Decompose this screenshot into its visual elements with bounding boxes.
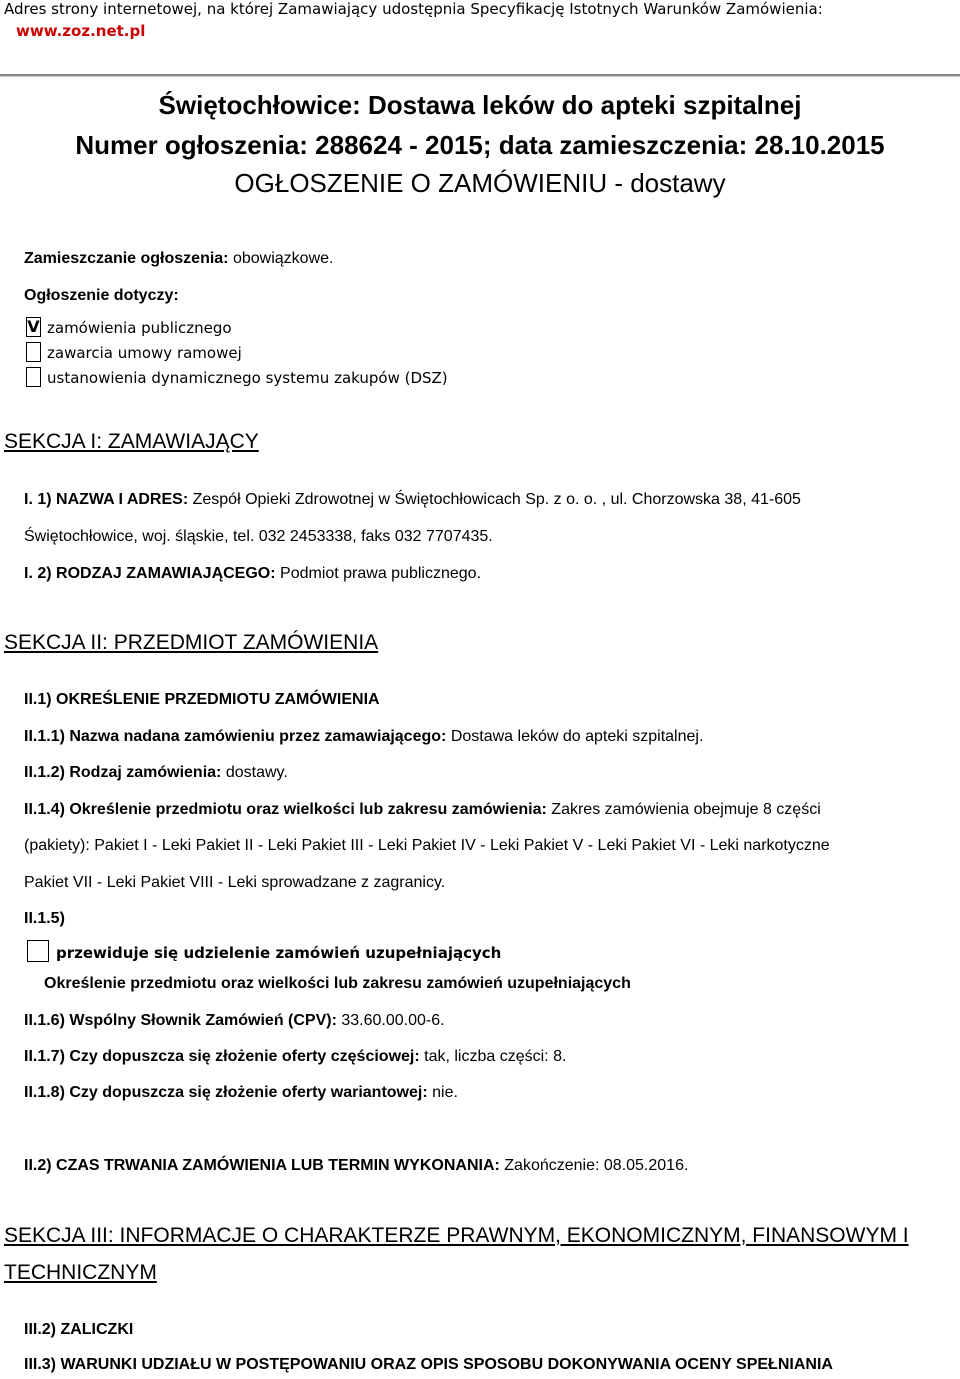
siwz-address-note: Adres strony internetowej, na której Zamawiający udostępnia Specyfikację Istotnych Warunków Zamówienia: [4, 0, 823, 18]
supplementary-orders-checkbox [27, 940, 49, 962]
contracting-authority-address-cont: Świętochłowice, woj. śląskie, tel. 032 2453338, faks 032 7707435. [24, 528, 493, 545]
order-scope-cont-2: Pakiet VII - Leki Pakiet VIII - Leki sprowadzane z zagranicy. [24, 874, 446, 891]
option-label-dsz: ustanowienia dynamicznego systemu zakupów (DSZ) [47, 369, 448, 387]
ii1-heading: II.1) OKREŚLENIE PRZEDMIOTU ZAMÓWIENIA [24, 691, 380, 708]
order-name: II.1.1) Nazwa nadana zamówieniu przez zamawiającego: Dostawa leków do apteki szpitalnej. [24, 728, 704, 745]
participation-conditions-heading: III.3) WARUNKI UDZIAŁU W POSTĘPOWANIU ORAZ OPIS SPOSOBU DOKONYWANIA OCENY SPEŁNIANIA [24, 1356, 833, 1373]
ii15-label: II.1.5) [24, 910, 65, 927]
order-kind: II.1.2) Rodzaj zamówienia: dostawy. [24, 764, 288, 781]
page-title: Świętochłowice: Dostawa leków do apteki szpitalnej [158, 90, 802, 120]
announcement-number: Numer ogłoszenia: 288624 - 2015; data zamieszczenia: 28.10.2015 [75, 130, 885, 160]
announcement-type: OGŁOSZENIE O ZAMÓWIENIU - dostawy [234, 168, 726, 198]
section-1-heading: SEKCJA I: ZAMAWIAJĄCY [4, 430, 259, 453]
order-scope-cont-1: (pakiety): Pakiet I - Leki Pakiet II - Leki Pakiet III - Leki Pakiet IV - Leki Pakiet V - Leki Pakiet VI - Leki narkotyczne [24, 837, 830, 854]
option-checkbox-framework [26, 342, 41, 362]
order-scope: II.1.4) Określenie przedmiotu oraz wielkości lub zakresu zamówienia: Zakres zamówienia obejmuje 8 części [24, 801, 821, 818]
option-checkbox-public-order: V [27, 317, 40, 336]
option-checkbox-dsz [26, 367, 41, 387]
section-3-heading-cont: TECHNICZNYM [4, 1261, 157, 1284]
supplementary-orders-scope: Określenie przedmiotu oraz wielkości lub zakresu zamówień uzupełniających [44, 975, 631, 992]
variant-offer: II.1.8) Czy dopuszcza się złożenie oferty wariantowej: nie. [24, 1084, 458, 1101]
header-divider [0, 74, 960, 77]
advances-heading: III.2) ZALICZKI [24, 1321, 134, 1338]
contracting-authority-address: I. 1) NAZWA I ADRES: Zespół Opieki Zdrowotnej w Świętochłowicach Sp. z o. o. , ul. Chorzowska 38, 41-605 [24, 491, 801, 508]
partial-offer: II.1.7) Czy dopuszcza się złożenie oferty częściowej: tak, liczba części: 8. [24, 1048, 567, 1065]
authority-type: I. 2) RODZAJ ZAMAWIAJĄCEGO: Podmiot prawa publicznego. [24, 565, 482, 582]
section-2-heading: SEKCJA II: PRZEDMIOT ZAMÓWIENIA [4, 631, 379, 654]
option-label-public-order: zamówienia publicznego [47, 319, 232, 337]
cpv-code: II.1.6) Wspólny Słownik Zamówień (CPV): 33.60.00.00-6. [24, 1012, 445, 1029]
order-duration: II.2) CZAS TRWANIA ZAMÓWIENIA LUB TERMIN WYKONANIA: Zakończenie: 08.05.2016. [24, 1157, 689, 1174]
publication-mode: Zamieszczanie ogłoszenia: obowiązkowe. [24, 250, 334, 267]
siwz-link[interactable]: www.zoz.net.pl [16, 22, 146, 40]
section-3-heading: SEKCJA III: INFORMACJE O CHARAKTERZE PRAWNYM, EKONOMICZNYM, FINANSOWYM I [4, 1224, 909, 1247]
concerns-label: Ogłoszenie dotyczy: [24, 287, 179, 304]
option-label-framework: zawarcia umowy ramowej [47, 344, 242, 362]
supplementary-orders-label: przewiduje się udzielenie zamówień uzupełniających [56, 944, 502, 962]
